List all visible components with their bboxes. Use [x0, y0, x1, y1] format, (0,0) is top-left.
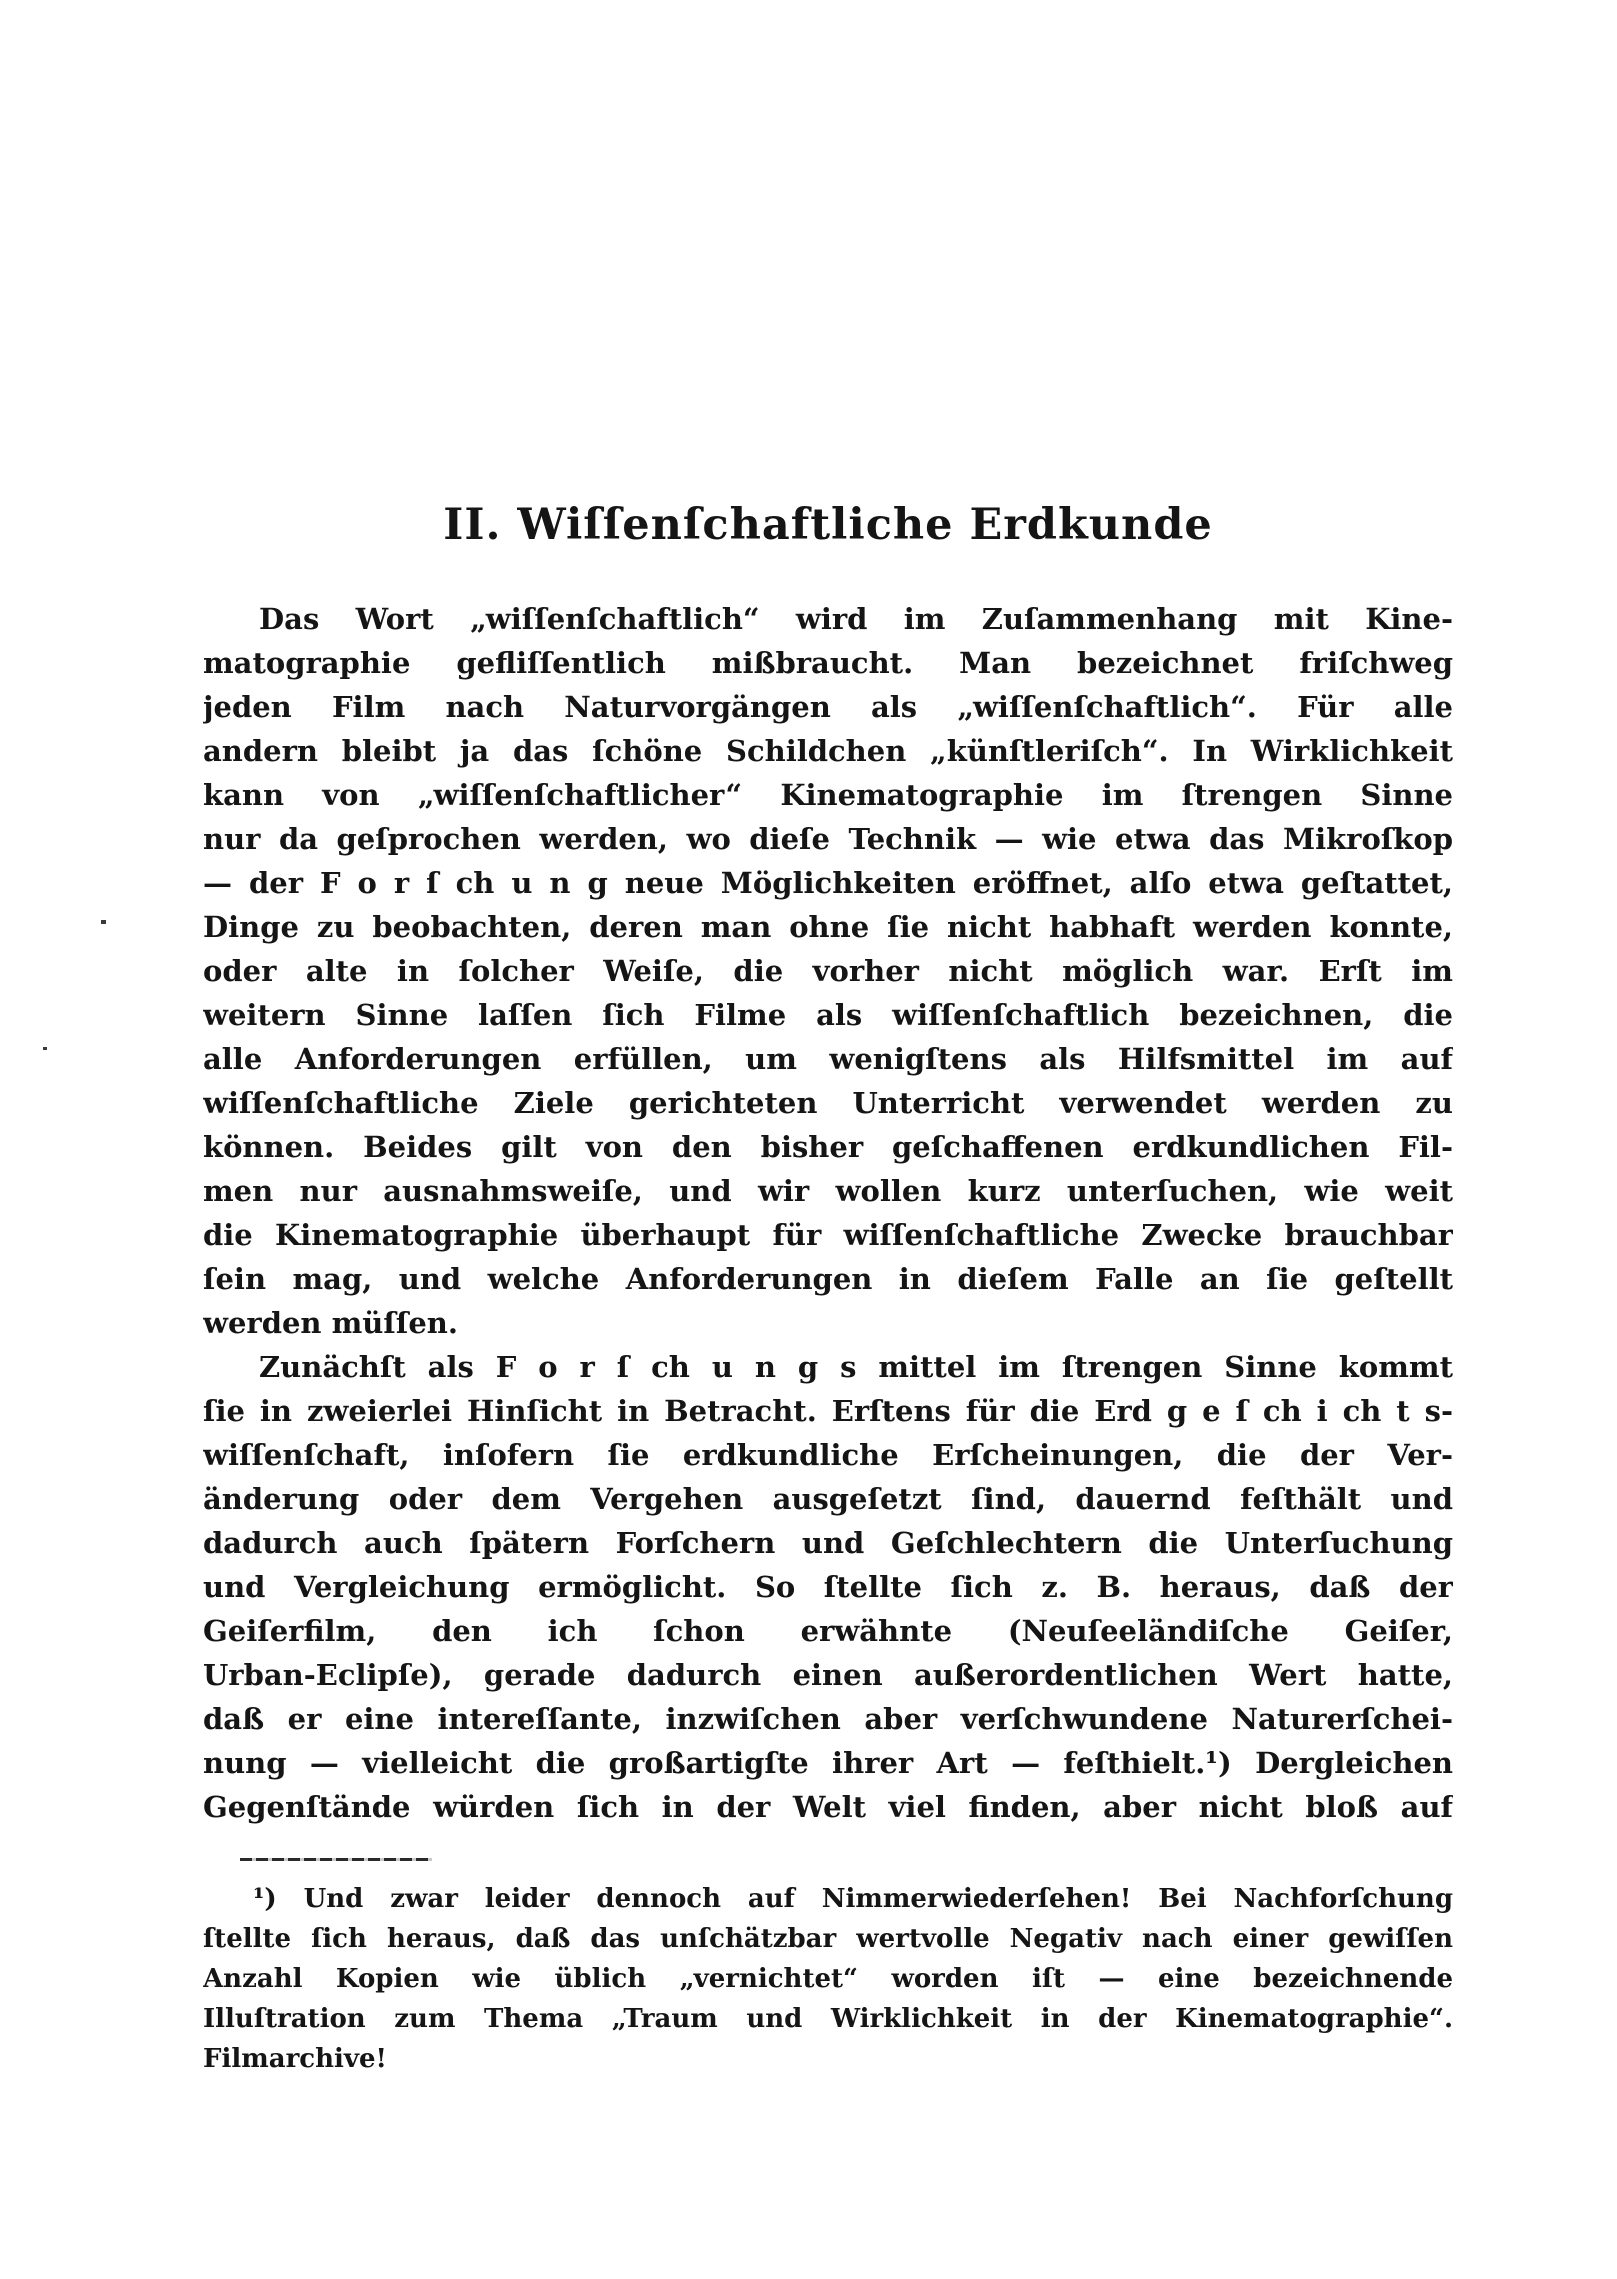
body-line: Geiſerfilm, den ich ſchon erwähnte (Neuſeeländiſche Geiſer,: [203, 1614, 1453, 1648]
body-line: ſie in zweierlei Hinſicht in Betracht. Erſtens für die Erd g e ſ ch i ch t s-: [203, 1394, 1453, 1428]
body-line: wiſſenſchaftliche Ziele gerichteten Unterricht verwendet werden zu: [203, 1086, 1453, 1120]
body-line: men nur ausnahmsweiſe, und wir wollen kurz unterſuchen, wie weit: [203, 1174, 1453, 1208]
footnote-divider: [240, 1858, 432, 1861]
page-title: II. Wiſſenſchaftliche Erdkunde: [443, 500, 1213, 550]
body-line: werden müſſen.: [203, 1306, 458, 1340]
scan-speck: [43, 1047, 47, 1050]
body-line: ſein mag, und welche Anforderungen in dieſem Falle an ſie geſtellt: [203, 1262, 1453, 1296]
body-line: Urban-Eclipſe), gerade dadurch einen außerordentlichen Wert hatte,: [203, 1658, 1453, 1692]
body-line: andern bleibt ja das ſchöne Schildchen „künſtleriſch“. In Wirklichkeit: [203, 734, 1453, 768]
body-text: [203, 597, 1453, 1829]
footnote-line: ſtellte ſich heraus, daß das unſchätzbar wertvolle Negativ nach einer gewiſſen: [203, 1924, 1453, 1954]
body-line: Dinge zu beobachten, deren man ohne ſie nicht habhaft werden konnte,: [203, 910, 1453, 944]
body-line: nung — vielleicht die großartigſte ihrer Art — feſthielt.¹) Dergleichen: [203, 1746, 1453, 1780]
scan-speck: [101, 920, 106, 924]
body-line: können. Beides gilt von den bisher geſchaffenen erdkundlichen Fil-: [203, 1130, 1453, 1164]
body-line: daß er eine intereſſante, inzwiſchen aber verſchwundene Naturerſchei-: [203, 1702, 1453, 1736]
body-line: Das Wort „wiſſenſchaftlich“ wird im Zuſammenhang mit Kine-: [259, 602, 1453, 636]
body-line: alle Anforderungen erfüllen, um wenigſtens als Hilfsmittel im auf: [203, 1042, 1453, 1076]
footnote-line: ¹) Und zwar leider dennoch auf Nimmerwiederſehen! Bei Nachforſchung: [253, 1884, 1453, 1914]
body-line: — der F o r ſ ch u n g neue Möglichkeiten eröffnet, alſo etwa geſtattet,: [203, 866, 1453, 900]
body-line: und Vergleichung ermöglicht. So ſtellte ſich z. B. heraus, daß der: [203, 1570, 1453, 1604]
body-line: dadurch auch ſpätern Forſchern und Geſchlechtern die Unterſuchung: [203, 1526, 1453, 1560]
body-line: Zunächſt als F o r ſ ch u n g s mittel im ſtrengen Sinne kommt: [259, 1350, 1453, 1384]
body-line: nur da geſprochen werden, wo dieſe Technik — wie etwa das Mikroſkop: [203, 822, 1453, 856]
body-line: weitern Sinne laſſen ſich Filme als wiſſenſchaftlich bezeichnen, die: [203, 998, 1453, 1032]
footnote-line: Illuſtration zum Thema „Traum und Wirklichkeit in der Kinematographie“.: [203, 2004, 1453, 2034]
body-line: wiſſenſchaft, inſofern ſie erdkundliche Erſcheinungen, die der Ver-: [203, 1438, 1453, 1472]
body-line: matographie gefliſſentlich mißbraucht. Man bezeichnet friſchweg: [203, 646, 1453, 680]
body-line: jeden Film nach Naturvorgängen als „wiſſenſchaftlich“. Für alle: [203, 690, 1453, 724]
body-line: änderung oder dem Vergehen ausgeſetzt ſind, dauernd feſthält und: [203, 1482, 1453, 1516]
body-line: die Kinematographie überhaupt für wiſſenſchaftliche Zwecke brauchbar: [203, 1218, 1453, 1252]
footnote-line: Anzahl Kopien wie üblich „vernichtet“ worden iſt — eine bezeichnende: [203, 1964, 1453, 1994]
body-line: kann von „wiſſenſchaftlicher“ Kinematographie im ſtrengen Sinne: [203, 778, 1453, 812]
body-line: Gegenſtände würden ſich in der Welt viel finden, aber nicht bloß auf: [203, 1790, 1453, 1824]
body-line: oder alte in ſolcher Weiſe, die vorher nicht möglich war. Erſt im: [203, 954, 1453, 988]
footnote: [203, 1879, 1453, 2079]
footnote-line: Filmarchive!: [203, 2044, 387, 2074]
